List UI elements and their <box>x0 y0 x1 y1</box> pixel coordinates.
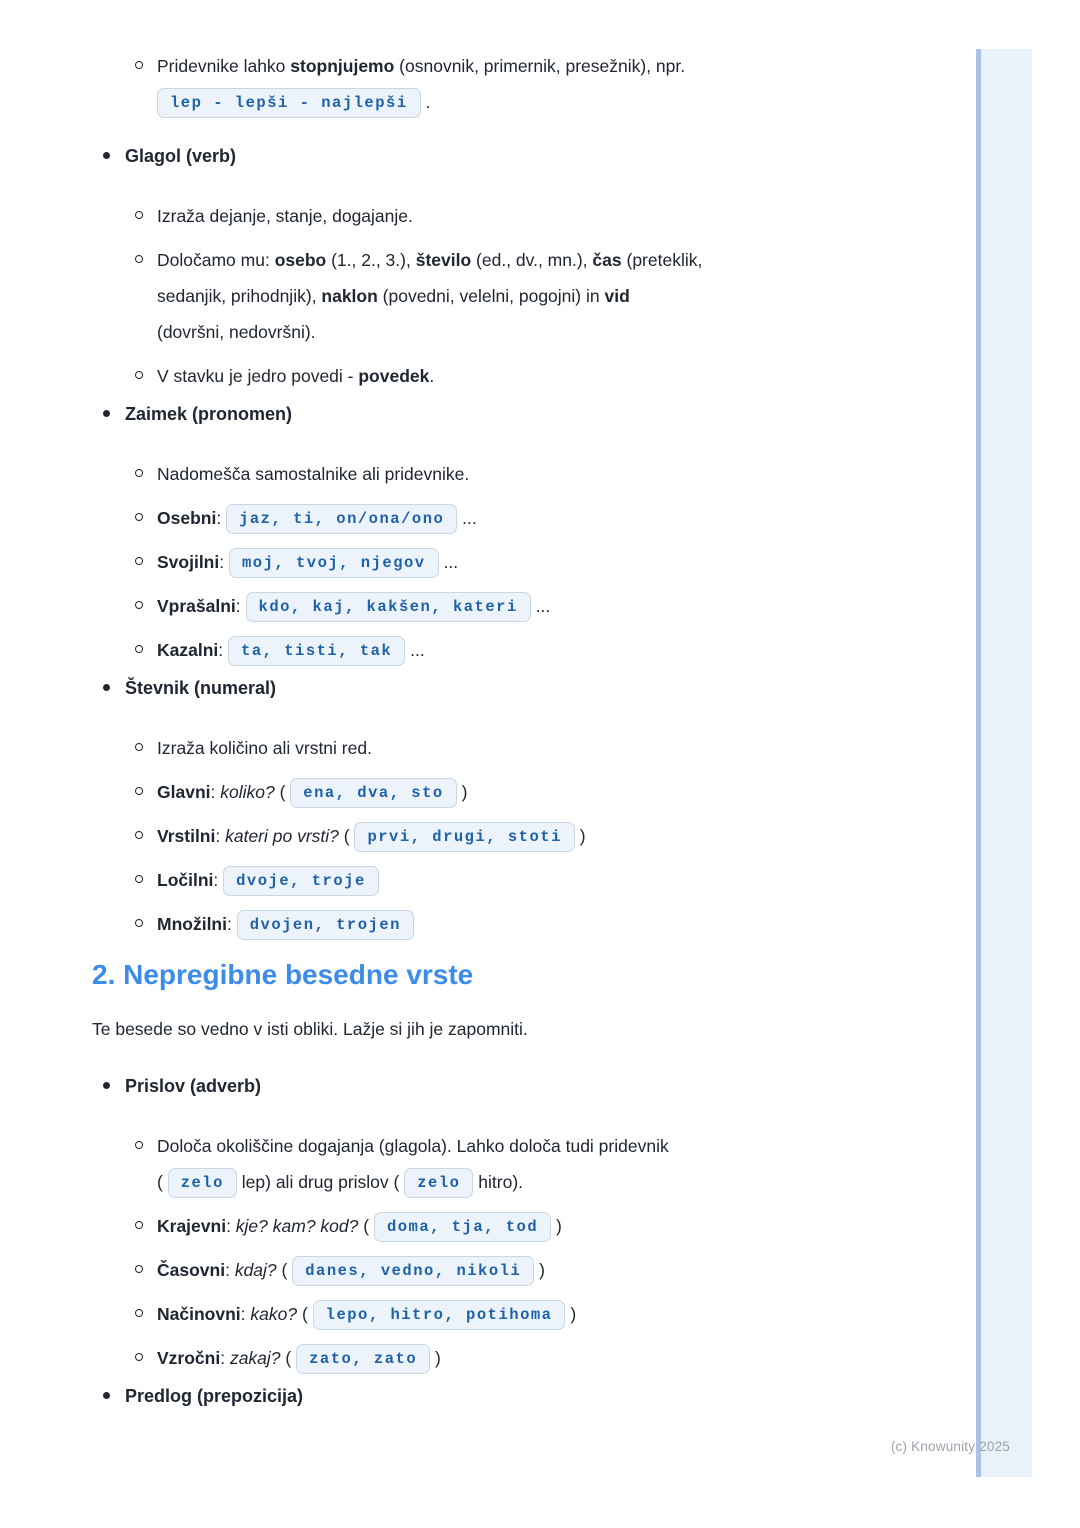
text-segment: kako? <box>250 1304 298 1324</box>
list-item <box>157 906 902 942</box>
text-segment: naklon <box>321 286 378 306</box>
text-segment: Vrstilni <box>157 826 216 846</box>
text-segment: Glavni <box>157 782 211 802</box>
text-segment: Predlog (prepozicija) <box>125 1386 304 1406</box>
text-segment: ... <box>530 596 551 616</box>
bullet-list <box>92 1074 902 1408</box>
text-segment: hitro). <box>473 1172 524 1192</box>
text-segment: . <box>420 92 431 112</box>
text-segment: ( <box>157 1172 168 1192</box>
text-segment: kateri po vrsti? <box>225 826 339 846</box>
list-item <box>157 730 902 766</box>
list-item <box>157 544 902 580</box>
nested-list <box>157 198 902 394</box>
text-segment: (dovršni, nedovršni). <box>157 322 316 342</box>
text-segment: koliko? <box>220 782 275 802</box>
inline-code: moj, tvoj, njegov <box>229 548 439 578</box>
text-segment: : <box>226 1216 236 1236</box>
list-item <box>157 632 902 668</box>
list-item <box>125 1074 902 1376</box>
text-segment: : <box>220 1348 230 1368</box>
text-segment: Določa okoliščine dogajanja (glagola). Lahko določa tudi pridevnik <box>157 1136 669 1156</box>
list-item <box>157 818 902 854</box>
list-item <box>125 676 902 942</box>
inline-code: lepo, hitro, potihoma <box>313 1300 566 1330</box>
text-segment: Pridevnike lahko <box>157 56 291 76</box>
text-segment: ) <box>430 1348 441 1368</box>
list-item-title <box>125 402 902 426</box>
list-item <box>157 1208 902 1244</box>
text-segment: ( <box>280 1348 297 1368</box>
text-segment: Vprašalni <box>157 596 236 616</box>
text-segment: ) <box>551 1216 562 1236</box>
section-heading: 2. Nepregibne besedne vrste <box>92 959 474 990</box>
list-item <box>157 1340 902 1376</box>
text-segment: čas <box>592 250 622 270</box>
text-segment: povedek <box>358 366 430 386</box>
paragraph: Te besede so vedno v isti obliki. Lažje si jih je zapomniti. <box>92 1019 528 1039</box>
text-segment: osebo <box>274 250 327 270</box>
text-segment: : <box>235 596 246 616</box>
list-item <box>157 358 902 394</box>
list-item-title <box>125 144 902 168</box>
inline-code: ta, tisti, tak <box>228 636 405 666</box>
text-segment: Določamo mu: <box>157 250 275 270</box>
text-segment: Glagol (verb) <box>125 146 237 166</box>
text-segment: Množilni <box>157 914 227 934</box>
text-segment: (preteklik, <box>621 250 703 270</box>
text-segment: (povedni, velelni, pogojni) in <box>377 286 605 306</box>
text-segment: V stavku je jedro povedi - <box>157 366 359 386</box>
text-segment: ... <box>405 640 425 660</box>
text-segment: Osebni <box>157 508 217 528</box>
list-item <box>125 402 902 668</box>
list-item <box>157 1128 902 1200</box>
list-item <box>157 774 902 810</box>
text-segment: Kazalni <box>157 640 219 660</box>
text-segment: ( <box>358 1216 374 1236</box>
text-segment: (1., 2., 3.), <box>326 250 416 270</box>
text-segment: : <box>218 640 229 660</box>
text-segment: Izraža količino ali vrstni red. <box>157 738 372 758</box>
inline-code: zelo <box>404 1168 473 1198</box>
text-segment: Števnik (numeral) <box>125 678 277 698</box>
text-segment: število <box>415 250 472 270</box>
text-segment: : <box>226 914 237 934</box>
inline-code: ena, dva, sto <box>290 778 456 808</box>
text-segment: zakaj? <box>229 1348 281 1368</box>
text-segment: : <box>219 552 229 572</box>
nested-list <box>157 730 902 942</box>
text-segment: ( <box>297 1304 313 1324</box>
list-item <box>157 862 902 898</box>
text-segment: Svojilni <box>157 552 220 572</box>
inline-code: danes, vedno, nikoli <box>292 1256 534 1286</box>
inline-code: kdo, kaj, kakšen, kateri <box>246 592 531 622</box>
inline-code: prvi, drugi, stoti <box>354 822 574 852</box>
text-segment: Vzročni <box>157 1348 221 1368</box>
text-segment: ( <box>338 826 355 846</box>
text-segment: vid <box>604 286 630 306</box>
text-segment: : <box>210 782 221 802</box>
list-item <box>157 456 902 492</box>
text-segment: Načinovni <box>157 1304 241 1324</box>
text-segment: : <box>213 870 224 890</box>
list-item <box>157 198 902 234</box>
text-segment: (osnovnik, primernik, presežnik), npr. <box>394 56 686 76</box>
inline-code: dvojen, trojen <box>237 910 414 940</box>
list-item-title <box>125 676 902 700</box>
text-segment: Krajevni <box>157 1216 227 1236</box>
page-edge-strip <box>976 49 1032 1477</box>
text-segment: Zaimek (pronomen) <box>125 404 293 424</box>
text-segment: Izraža dejanje, stanje, dogajanje. <box>157 206 413 226</box>
inline-code: doma, tja, tod <box>374 1212 551 1242</box>
text-segment: Nadomešča samostalnike ali pridevnike. <box>157 464 470 484</box>
nested-list <box>157 1128 902 1376</box>
text-segment: kdaj? <box>234 1260 277 1280</box>
text-segment: ) <box>456 782 468 802</box>
list-item <box>157 1252 902 1288</box>
text-segment: . <box>429 366 435 386</box>
list-item-title <box>125 1384 902 1408</box>
list-item <box>157 242 902 350</box>
document-content <box>92 0 902 1408</box>
text-segment: stopnjujemo <box>290 56 395 76</box>
inline-code: jaz, ti, on/ona/ono <box>226 504 457 534</box>
list-item <box>125 1384 902 1408</box>
text-segment: Časovni <box>157 1260 226 1280</box>
list-item-title <box>125 1074 902 1098</box>
text-segment: ( <box>276 1260 293 1280</box>
inline-code: lep - lepši - najlepši <box>157 88 421 118</box>
text-segment: ) <box>534 1260 545 1280</box>
text-segment: : <box>215 826 226 846</box>
list-item <box>157 500 902 536</box>
nested-list <box>157 456 902 668</box>
text-segment: kje? kam? kod? <box>235 1216 359 1236</box>
inline-code: zato, zato <box>296 1344 430 1374</box>
text-segment: : <box>216 508 227 528</box>
list-item <box>157 1296 902 1332</box>
watermark: (c) Knowunity 2025 <box>890 1439 1010 1454</box>
text-segment: (ed., dv., mn.), <box>471 250 593 270</box>
text-segment: ... <box>457 508 477 528</box>
bullet-list <box>92 144 902 942</box>
list-item <box>125 144 902 394</box>
text-segment: ( <box>274 782 291 802</box>
sub-list <box>157 48 902 120</box>
list-item <box>157 48 902 120</box>
text-segment: Prislov (adverb) <box>125 1076 262 1096</box>
text-segment: ) <box>574 826 586 846</box>
text-segment: : <box>225 1260 235 1280</box>
text-segment: lep) ali drug prislov ( <box>236 1172 405 1192</box>
text-segment: : <box>240 1304 251 1324</box>
inline-code: dvoje, troje <box>223 866 379 896</box>
text-segment: Ločilni <box>157 870 214 890</box>
list-item <box>157 588 902 624</box>
inline-code: zelo <box>168 1168 237 1198</box>
text-segment: ) <box>565 1304 577 1324</box>
text-segment: sedanjik, prihodnjik), <box>157 286 322 306</box>
text-segment: ... <box>438 552 459 572</box>
